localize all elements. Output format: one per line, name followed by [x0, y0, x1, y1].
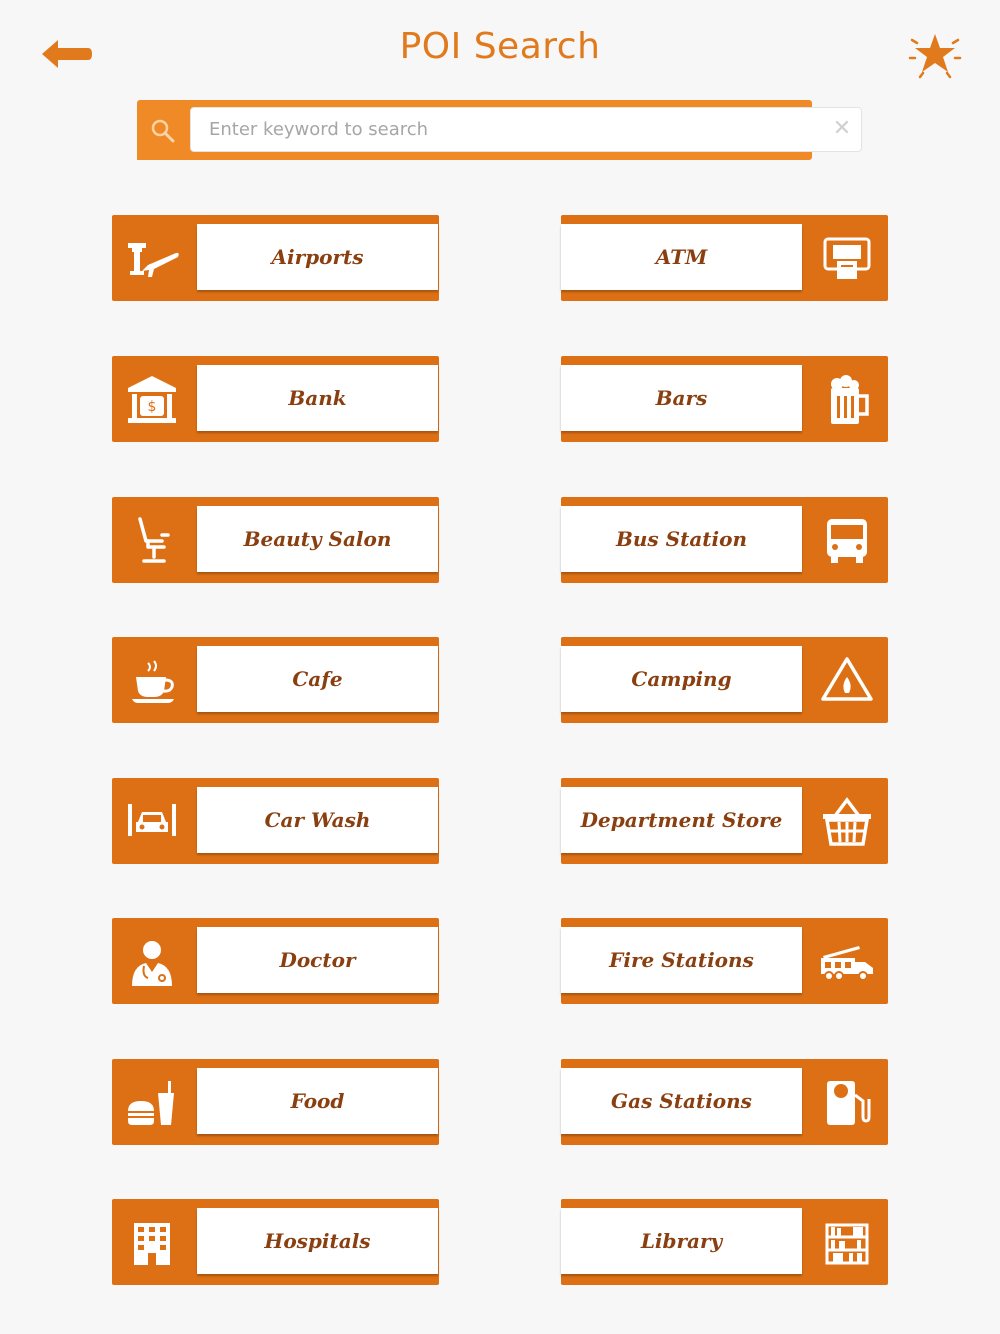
category-food[interactable]	[112, 1059, 439, 1147]
atm-icon	[819, 233, 875, 285]
bus-icon	[819, 515, 875, 567]
category-airports[interactable]	[112, 215, 439, 303]
search-icon	[150, 118, 176, 144]
category-department-store[interactable]	[561, 778, 888, 866]
tile-label: Hospitals	[197, 1208, 438, 1274]
tile-label: Car Wash	[197, 787, 438, 853]
salon-chair-icon	[124, 515, 180, 567]
bookshelf-icon	[819, 1217, 875, 1269]
tile-label: Library	[561, 1208, 802, 1274]
doctor-icon	[124, 936, 180, 988]
category-hospitals[interactable]	[112, 1199, 439, 1287]
svg-text:$: $	[147, 399, 157, 415]
fire-truck-icon	[819, 936, 875, 988]
tile-label: Camping	[561, 646, 802, 712]
tile-label: Fire Stations	[561, 927, 802, 993]
tile-label: Bank	[197, 365, 438, 431]
search-bar	[137, 100, 865, 162]
tile-label: ATM	[561, 224, 802, 290]
hospital-building-icon	[124, 1217, 180, 1269]
category-cafe[interactable]	[112, 637, 439, 725]
bank-icon	[124, 374, 180, 426]
tile-label: Department Store	[561, 787, 802, 853]
tile-label: Bus Station	[561, 506, 802, 572]
tile-label: Food	[197, 1068, 438, 1134]
header	[0, 0, 1000, 100]
category-atm[interactable]	[561, 215, 888, 303]
category-bank[interactable]	[112, 356, 439, 444]
category-gas-stations[interactable]	[561, 1059, 888, 1147]
category-doctor[interactable]	[112, 918, 439, 1006]
search-input[interactable]	[190, 107, 862, 152]
beer-mug-icon	[819, 374, 875, 426]
basket-icon	[819, 796, 875, 848]
tent-icon	[819, 655, 875, 707]
category-library[interactable]	[561, 1199, 888, 1287]
category-camping[interactable]	[561, 637, 888, 725]
category-beauty-salon[interactable]	[112, 497, 439, 585]
category-bars[interactable]	[561, 356, 888, 444]
category-car-wash[interactable]	[112, 778, 439, 866]
tile-label: Beauty Salon	[197, 506, 438, 572]
tile-label: Airports	[197, 224, 438, 290]
page-title: POI Search	[399, 26, 601, 67]
favorite-star-icon[interactable]	[908, 28, 962, 80]
tile-label: Cafe	[197, 646, 438, 712]
gas-pump-icon	[819, 1077, 875, 1129]
category-fire-stations[interactable]	[561, 918, 888, 1006]
coffee-cup-icon	[124, 655, 180, 707]
clear-search-button[interactable]: ✕	[832, 116, 852, 141]
category-bus-station[interactable]	[561, 497, 888, 585]
tile-label: Bars	[561, 365, 802, 431]
car-wash-icon	[124, 796, 180, 848]
burger-drink-icon	[124, 1077, 180, 1129]
tile-label: Doctor	[197, 927, 438, 993]
airport-icon	[124, 233, 180, 285]
tile-label: Gas Stations	[561, 1068, 802, 1134]
